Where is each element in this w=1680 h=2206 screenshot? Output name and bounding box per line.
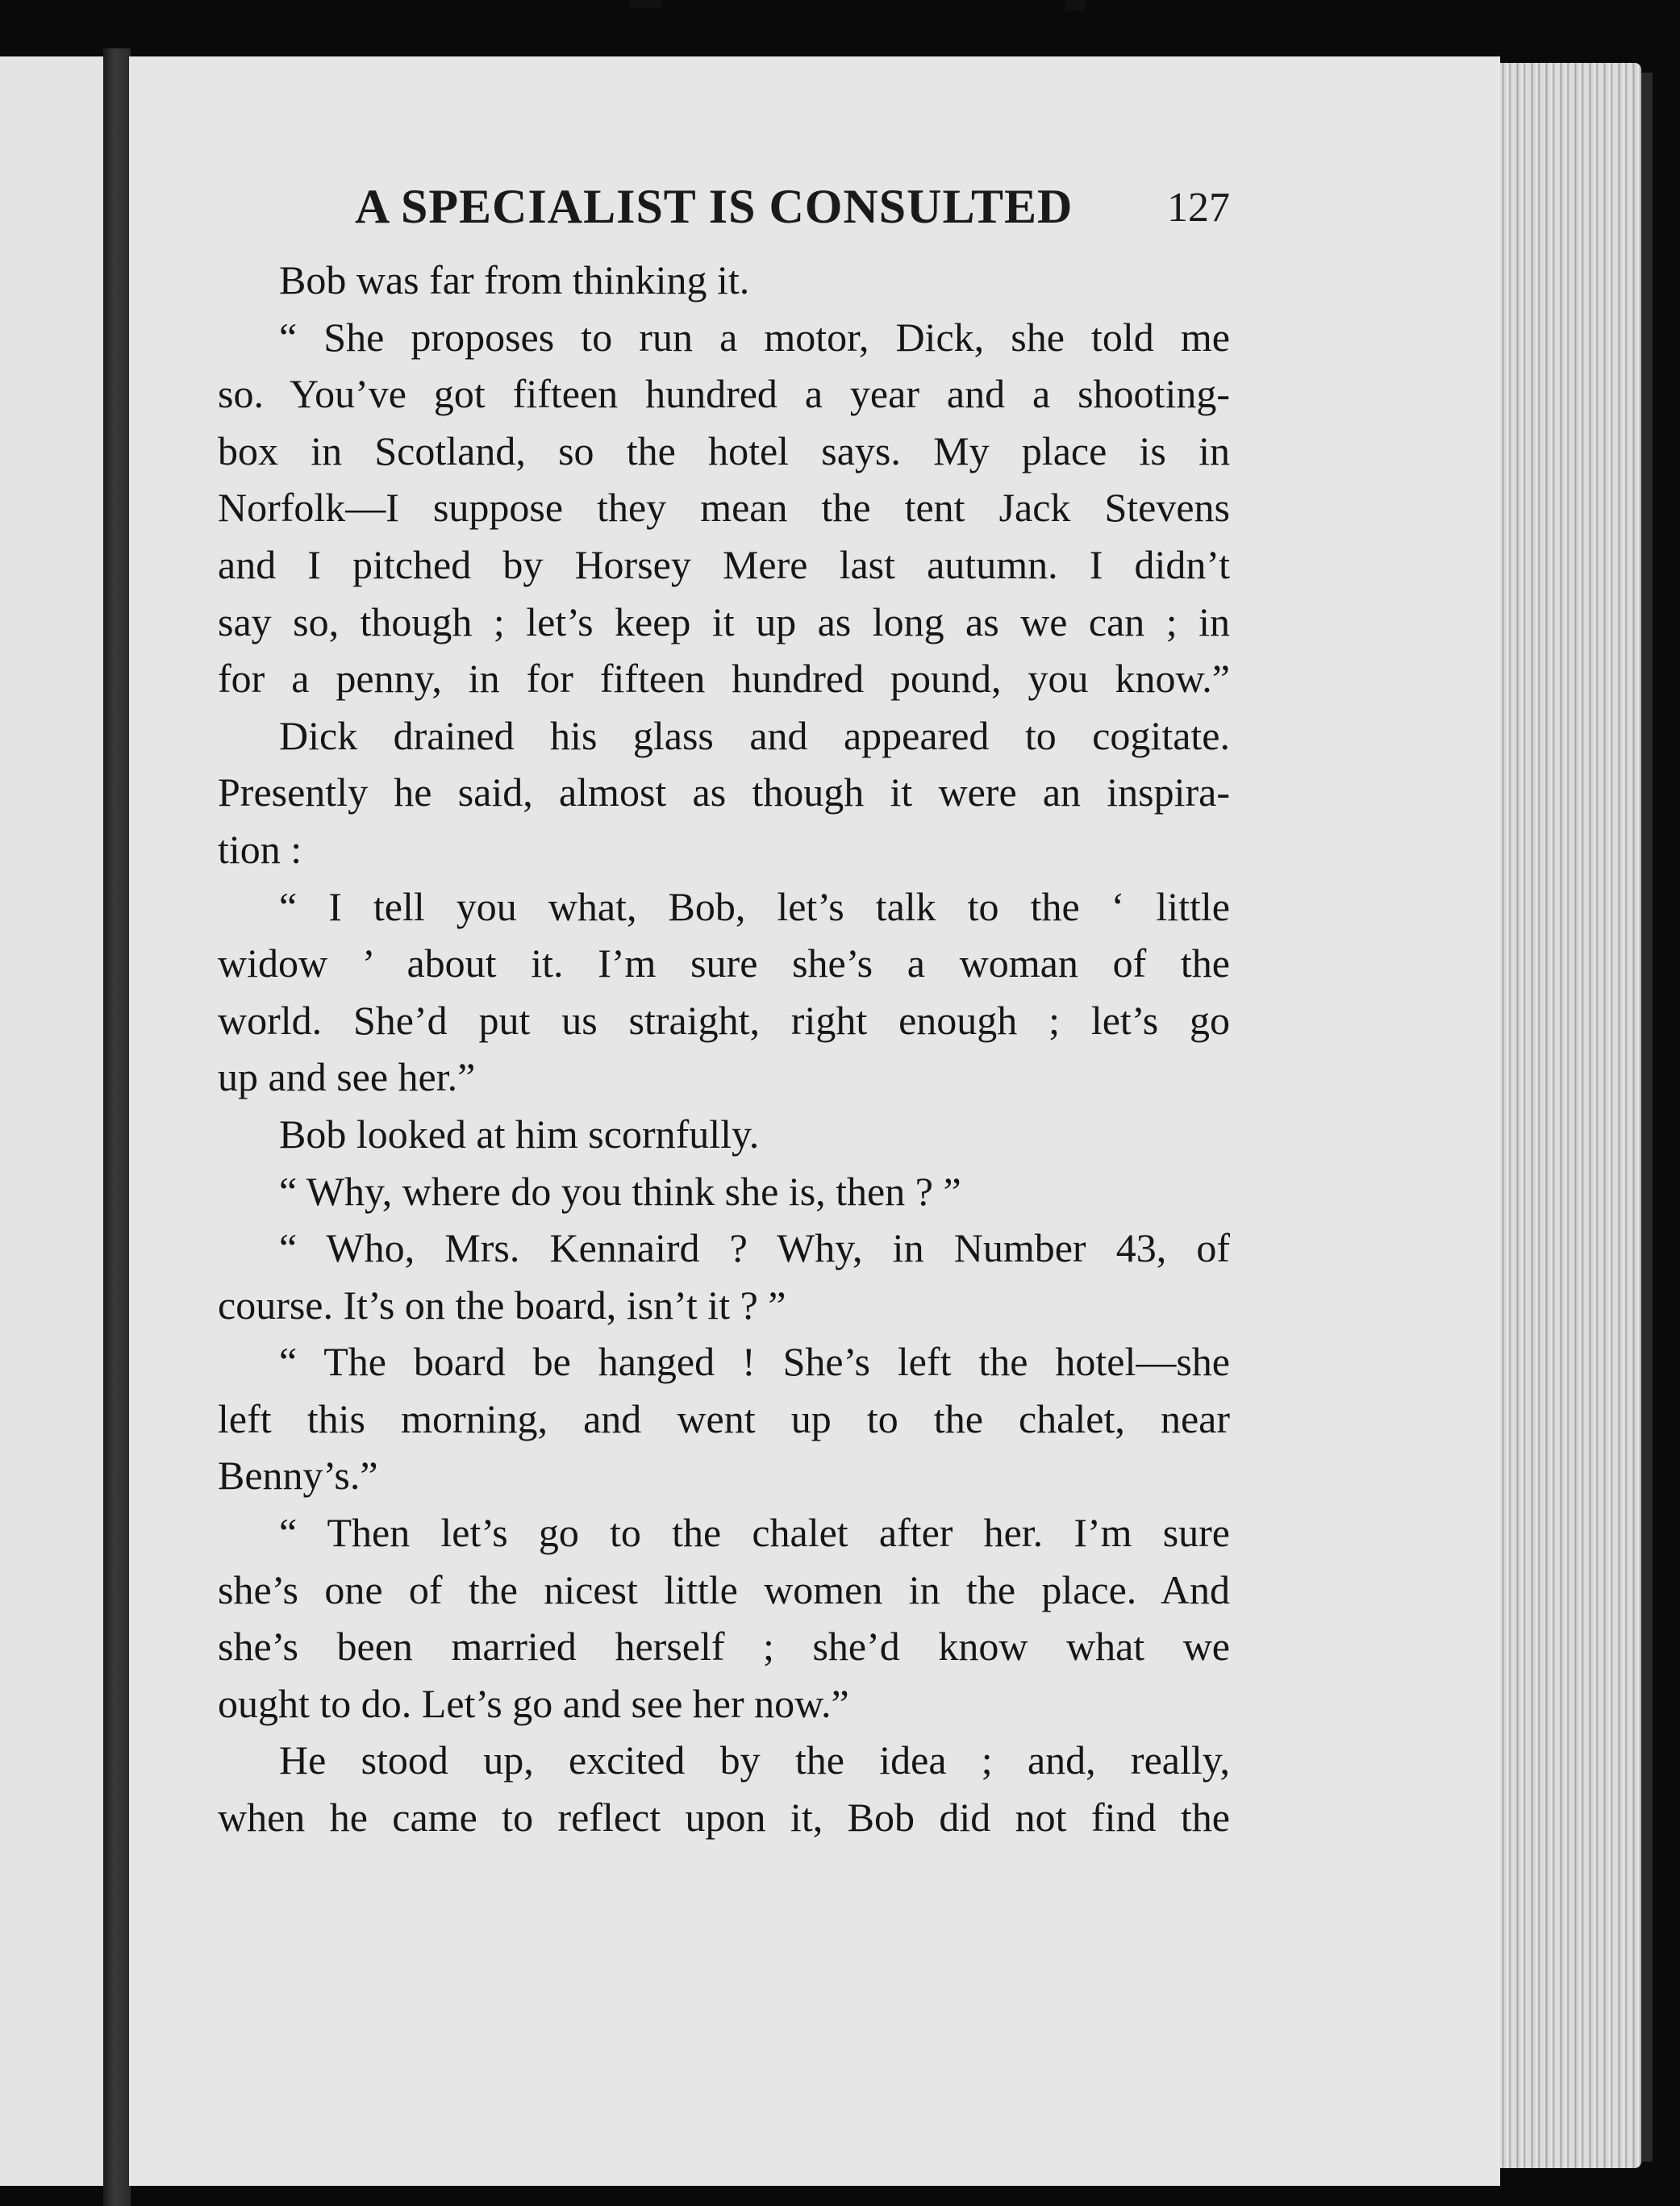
text-line: “ Who, Mrs. Kennaird ? Why, in Number 43, of	[279, 1225, 1230, 1271]
text-line: world. She’d put us straight, right enough ; let’s go	[218, 997, 1230, 1043]
text-line: Bob was far from thinking it.	[279, 257, 750, 302]
text-line: she’s been married herself ; she’d know what we	[218, 1624, 1230, 1670]
text-line: when he came to reflect upon it, Bob did not find the	[218, 1795, 1230, 1841]
text-line: Norfolk—I suppose they mean the tent Jack Stevens	[218, 485, 1230, 531]
text-line: left this morning, and went up to the chalet, near	[218, 1395, 1230, 1441]
page-stack-shadow	[1641, 73, 1653, 2162]
text-line: “ The board be hanged ! She’s left the hotel—she	[279, 1339, 1230, 1385]
text-line: and I pitched by Horsey Mere last autumn. I didn’t	[218, 541, 1230, 587]
body-text	[218, 252, 1230, 1846]
text-line: ought to do. Let’s go and see her now.”	[218, 1680, 849, 1726]
text-line: for a penny, in for fifteen hundred pound, you know.”	[218, 656, 1230, 702]
page-number: 127	[1167, 185, 1230, 231]
text-line: Presently he said, almost as though it were an inspira-	[218, 769, 1230, 815]
page-header	[218, 179, 1230, 236]
text-line: up and see her.”	[218, 1054, 476, 1100]
scan-speck	[1065, 0, 1086, 11]
text-line: “ Then let’s go to the chalet after her. I’m sure	[279, 1510, 1230, 1556]
text-line: she’s one of the nicest little women in the place. And	[218, 1566, 1230, 1612]
text-line: “ I tell you what, Bob, let’s talk to the ‘ little	[279, 883, 1230, 929]
text-line: Benny’s.”	[218, 1453, 378, 1499]
text-line: Bob looked at him scornfully.	[279, 1111, 760, 1157]
scan-speck	[629, 0, 661, 8]
text-line: widow ’ about it. I’m sure she’s a woman of the	[218, 940, 1230, 986]
previous-page-edge	[0, 56, 103, 2186]
text-line: course. It’s on the board, isn’t it ? ”	[218, 1282, 786, 1328]
book-gutter	[103, 48, 131, 2206]
text-line: so. You’ve got fifteen hundred a year and a shooting-	[218, 371, 1230, 417]
text-line: tion :	[218, 826, 302, 872]
text-line: He stood up, excited by the idea ; and, really,	[279, 1737, 1230, 1783]
text-line: “ Why, where do you think she is, then ? ”	[279, 1168, 961, 1214]
text-line: Dick drained his glass and appeared to cogitate.	[279, 712, 1230, 758]
text-line: box in Scotland, so the hotel says. My place is in	[218, 427, 1230, 473]
text-line: say so, though ; let’s keep it up as long as we can ; in	[218, 598, 1230, 644]
text-line: “ She proposes to run a motor, Dick, she told me	[279, 314, 1230, 360]
running-head: A SPECIALIST IS CONSULTED	[355, 180, 1073, 233]
